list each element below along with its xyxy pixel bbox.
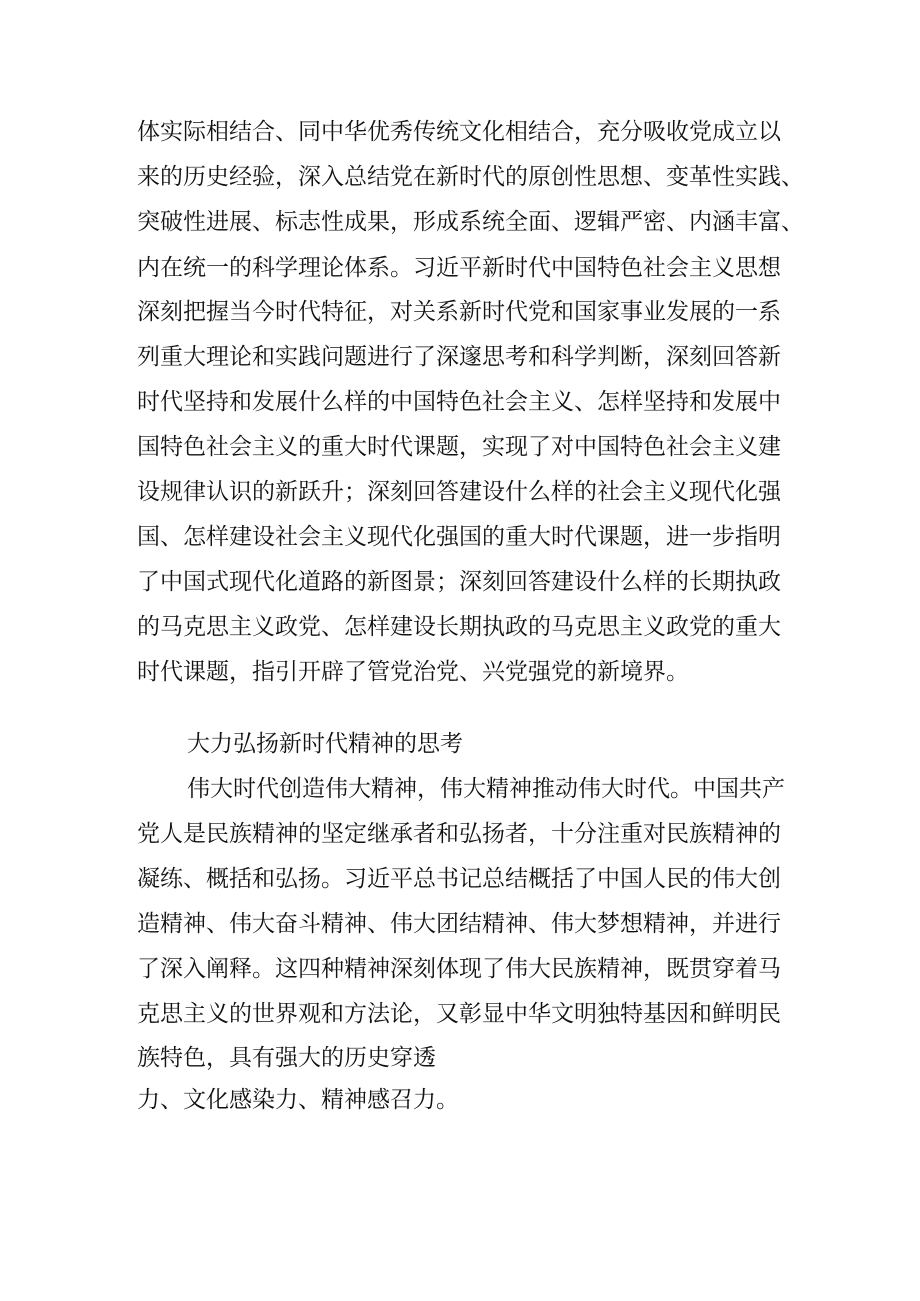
text-line: 时代坚持和发展什么样的中国特色社会主义、怎样坚持和发展中	[137, 389, 781, 415]
text-line: 造精神、伟大奋斗精神、伟大团结精神、伟大梦想精神，并进行	[137, 911, 781, 937]
text-line: 的马克思主义政党、怎样建设长期执政的马克思主义政党的重大	[137, 614, 781, 640]
text-line: 深刻把握当今时代特征，对关系新时代党和国家事业发展的一系	[137, 299, 781, 325]
text-line: 力、文化感染力、精神感召力。	[137, 1087, 459, 1113]
text-line: 国、怎样建设社会主义现代化强国的重大时代课题，进一步指明	[137, 524, 781, 550]
text-line: 克思主义的世界观和方法论，又彰显中华文明独特基因和鲜明民	[137, 1001, 781, 1027]
text-line: 族特色，具有强大的历史穿透	[137, 1045, 436, 1071]
text-line: 来的历史经验，深入总结党在新时代的原创性思想、变革性实践、	[137, 164, 804, 190]
text-line: 党人是民族精神的坚定继承者和弘扬者，十分注重对民族精神的	[137, 821, 781, 847]
text-line: 设规律认识的新跃升；深刻回答建设什么样的社会主义现代化强	[137, 479, 781, 505]
text-line: 体实际相结合、同中华优秀传统文化相结合，充分吸收党成立以	[137, 119, 781, 145]
text-line: 列重大理论和实践问题进行了深邃思考和科学判断，深刻回答新	[137, 344, 781, 370]
text-line: 伟大时代创造伟大精神，伟大精神推动伟大时代。中国共产	[187, 776, 785, 802]
text-line: 了中国式现代化道路的新图景；深刻回答建设什么样的长期执政	[137, 569, 781, 595]
text-line: 时代课题，指引开辟了管党治党、兴党强党的新境界。	[137, 659, 689, 685]
section-heading: 大力弘扬新时代精神的思考	[187, 731, 463, 757]
text-line: 内在统一的科学理论体系。习近平新时代中国特色社会主义思想	[137, 255, 781, 281]
text-line: 突破性进展、标志性成果，形成系统全面、逻辑严密、内涵丰富、	[137, 209, 804, 235]
text-line: 国特色社会主义的重大时代课题，实现了对中国特色社会主义建	[137, 434, 781, 460]
text-line: 了深入阐释。这四种精神深刻体现了伟大民族精神，既贯穿着马	[137, 956, 781, 982]
text-line: 凝练、概括和弘扬。习近平总书记总结概括了中国人民的伟大创	[137, 866, 781, 892]
